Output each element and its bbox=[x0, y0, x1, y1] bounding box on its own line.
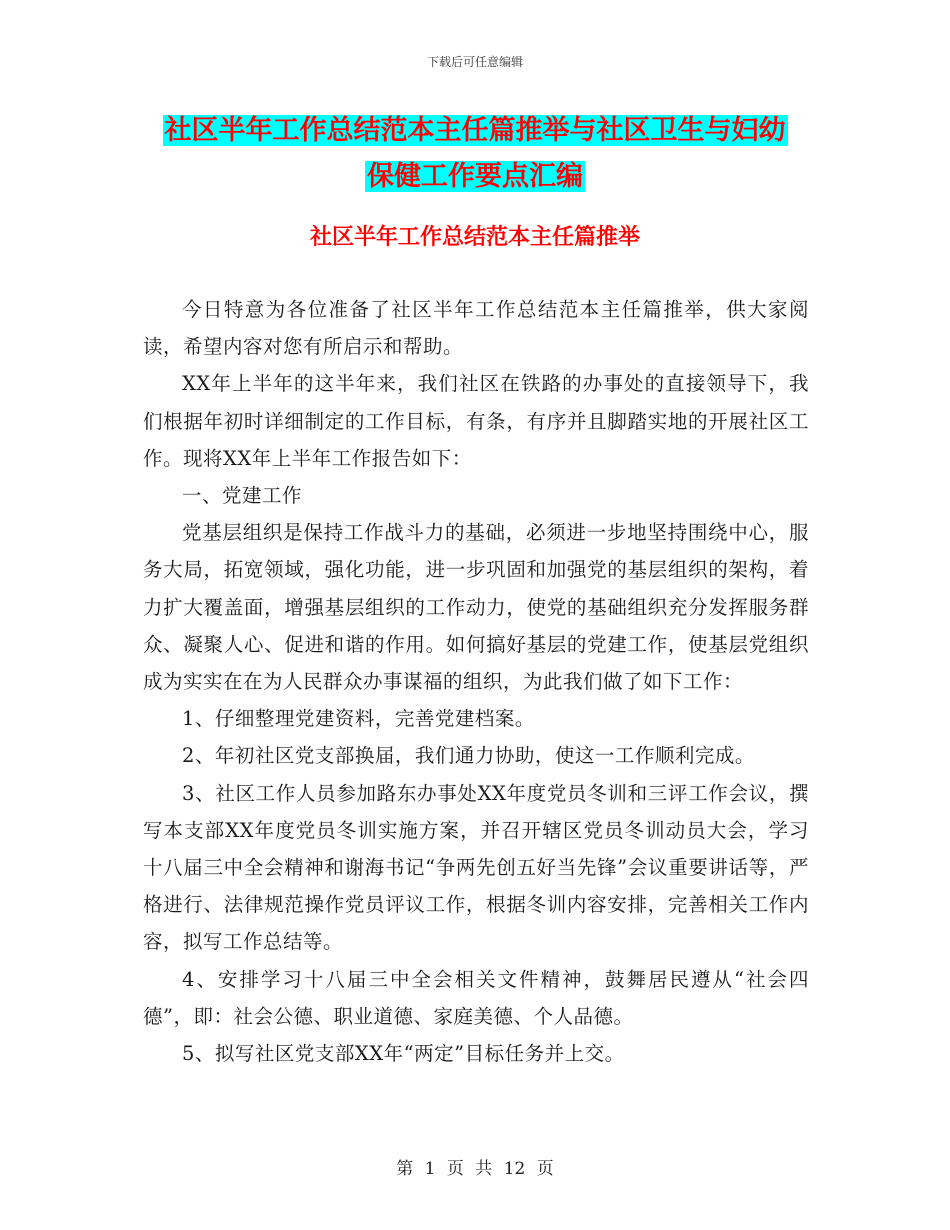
header-note: 下载后可任意编辑 bbox=[426, 55, 523, 69]
list-item-5: 5、拟写社区党支部XX年“两定”目标任务并上交。 bbox=[182, 1042, 625, 1066]
heading-party-building: 一、党建工作 bbox=[182, 484, 303, 508]
section-title: 社区半年工作总结范本主任篇推举 bbox=[309, 225, 640, 250]
list-item-4: 4、安排学习十八届三中全会相关文件精神，鼓舞居民遵从“社会四德”，即：社会公德、职业道德、家庭美德、个人品德。 bbox=[143, 967, 809, 1028]
page-footer: 第 1 页 共 12 页 bbox=[396, 1159, 554, 1179]
paragraph-party-building: 党基层组织是保持工作战斗力的基础，必须进一步地坚持围绕中心，服务大局，拓宽领域，强化功能，进一步巩固和加强党的基层组织的架构，着力扩大覆盖面，增强基层组织的工作动力，使党的基础组织充分发挥服务群众、凝聚人心、促进和谐的作用。如何搞好基层的党建工作，使基层党组织成为实实在在为人民群众办事谋福的组织，为此我们做了如下工作： bbox=[143, 521, 809, 694]
paragraph-intro: 今日特意为各位准备了社区半年工作总结范本主任篇推举，供大家阅读，希望内容对您有所启示和帮助。 bbox=[143, 298, 809, 359]
title-line-1: 社区半年工作总结范本主任篇推举与社区卫生与妇幼 bbox=[164, 115, 786, 146]
list-item-3: 3、社区工作人员参加路东办事处XX年度党员冬训和三评工作会议，撰写本支部XX年度党员冬训实施方案，并召开辖区党员冬训动员大会，学习十八届三中全会精神和谢海书记“争两先创五好当先锋”会议重要讲话等，严格进行、法律规范操作党员评议工作，根据冬训内容安排，完善相关工作内容，拟写工作总结等。 bbox=[143, 781, 809, 954]
title-line-2: 保健工作要点汇编 bbox=[367, 161, 583, 192]
list-item-2: 2、年初社区党支部换届，我们通力协助，使这一工作顺利完成。 bbox=[182, 744, 755, 768]
document-body bbox=[143, 291, 809, 1072]
paragraph-overview: XX年上半年的这半年来，我们社区在铁路的办事处的直接领导下，我们根据年初时详细制定的工作目标，有条，有序并且脚踏实地的开展社区工作。现将XX年上半年工作报告如下： bbox=[143, 372, 809, 470]
document-title bbox=[0, 108, 950, 200]
list-item-1: 1、仔细整理党建资料，完善党建档案。 bbox=[182, 707, 535, 731]
